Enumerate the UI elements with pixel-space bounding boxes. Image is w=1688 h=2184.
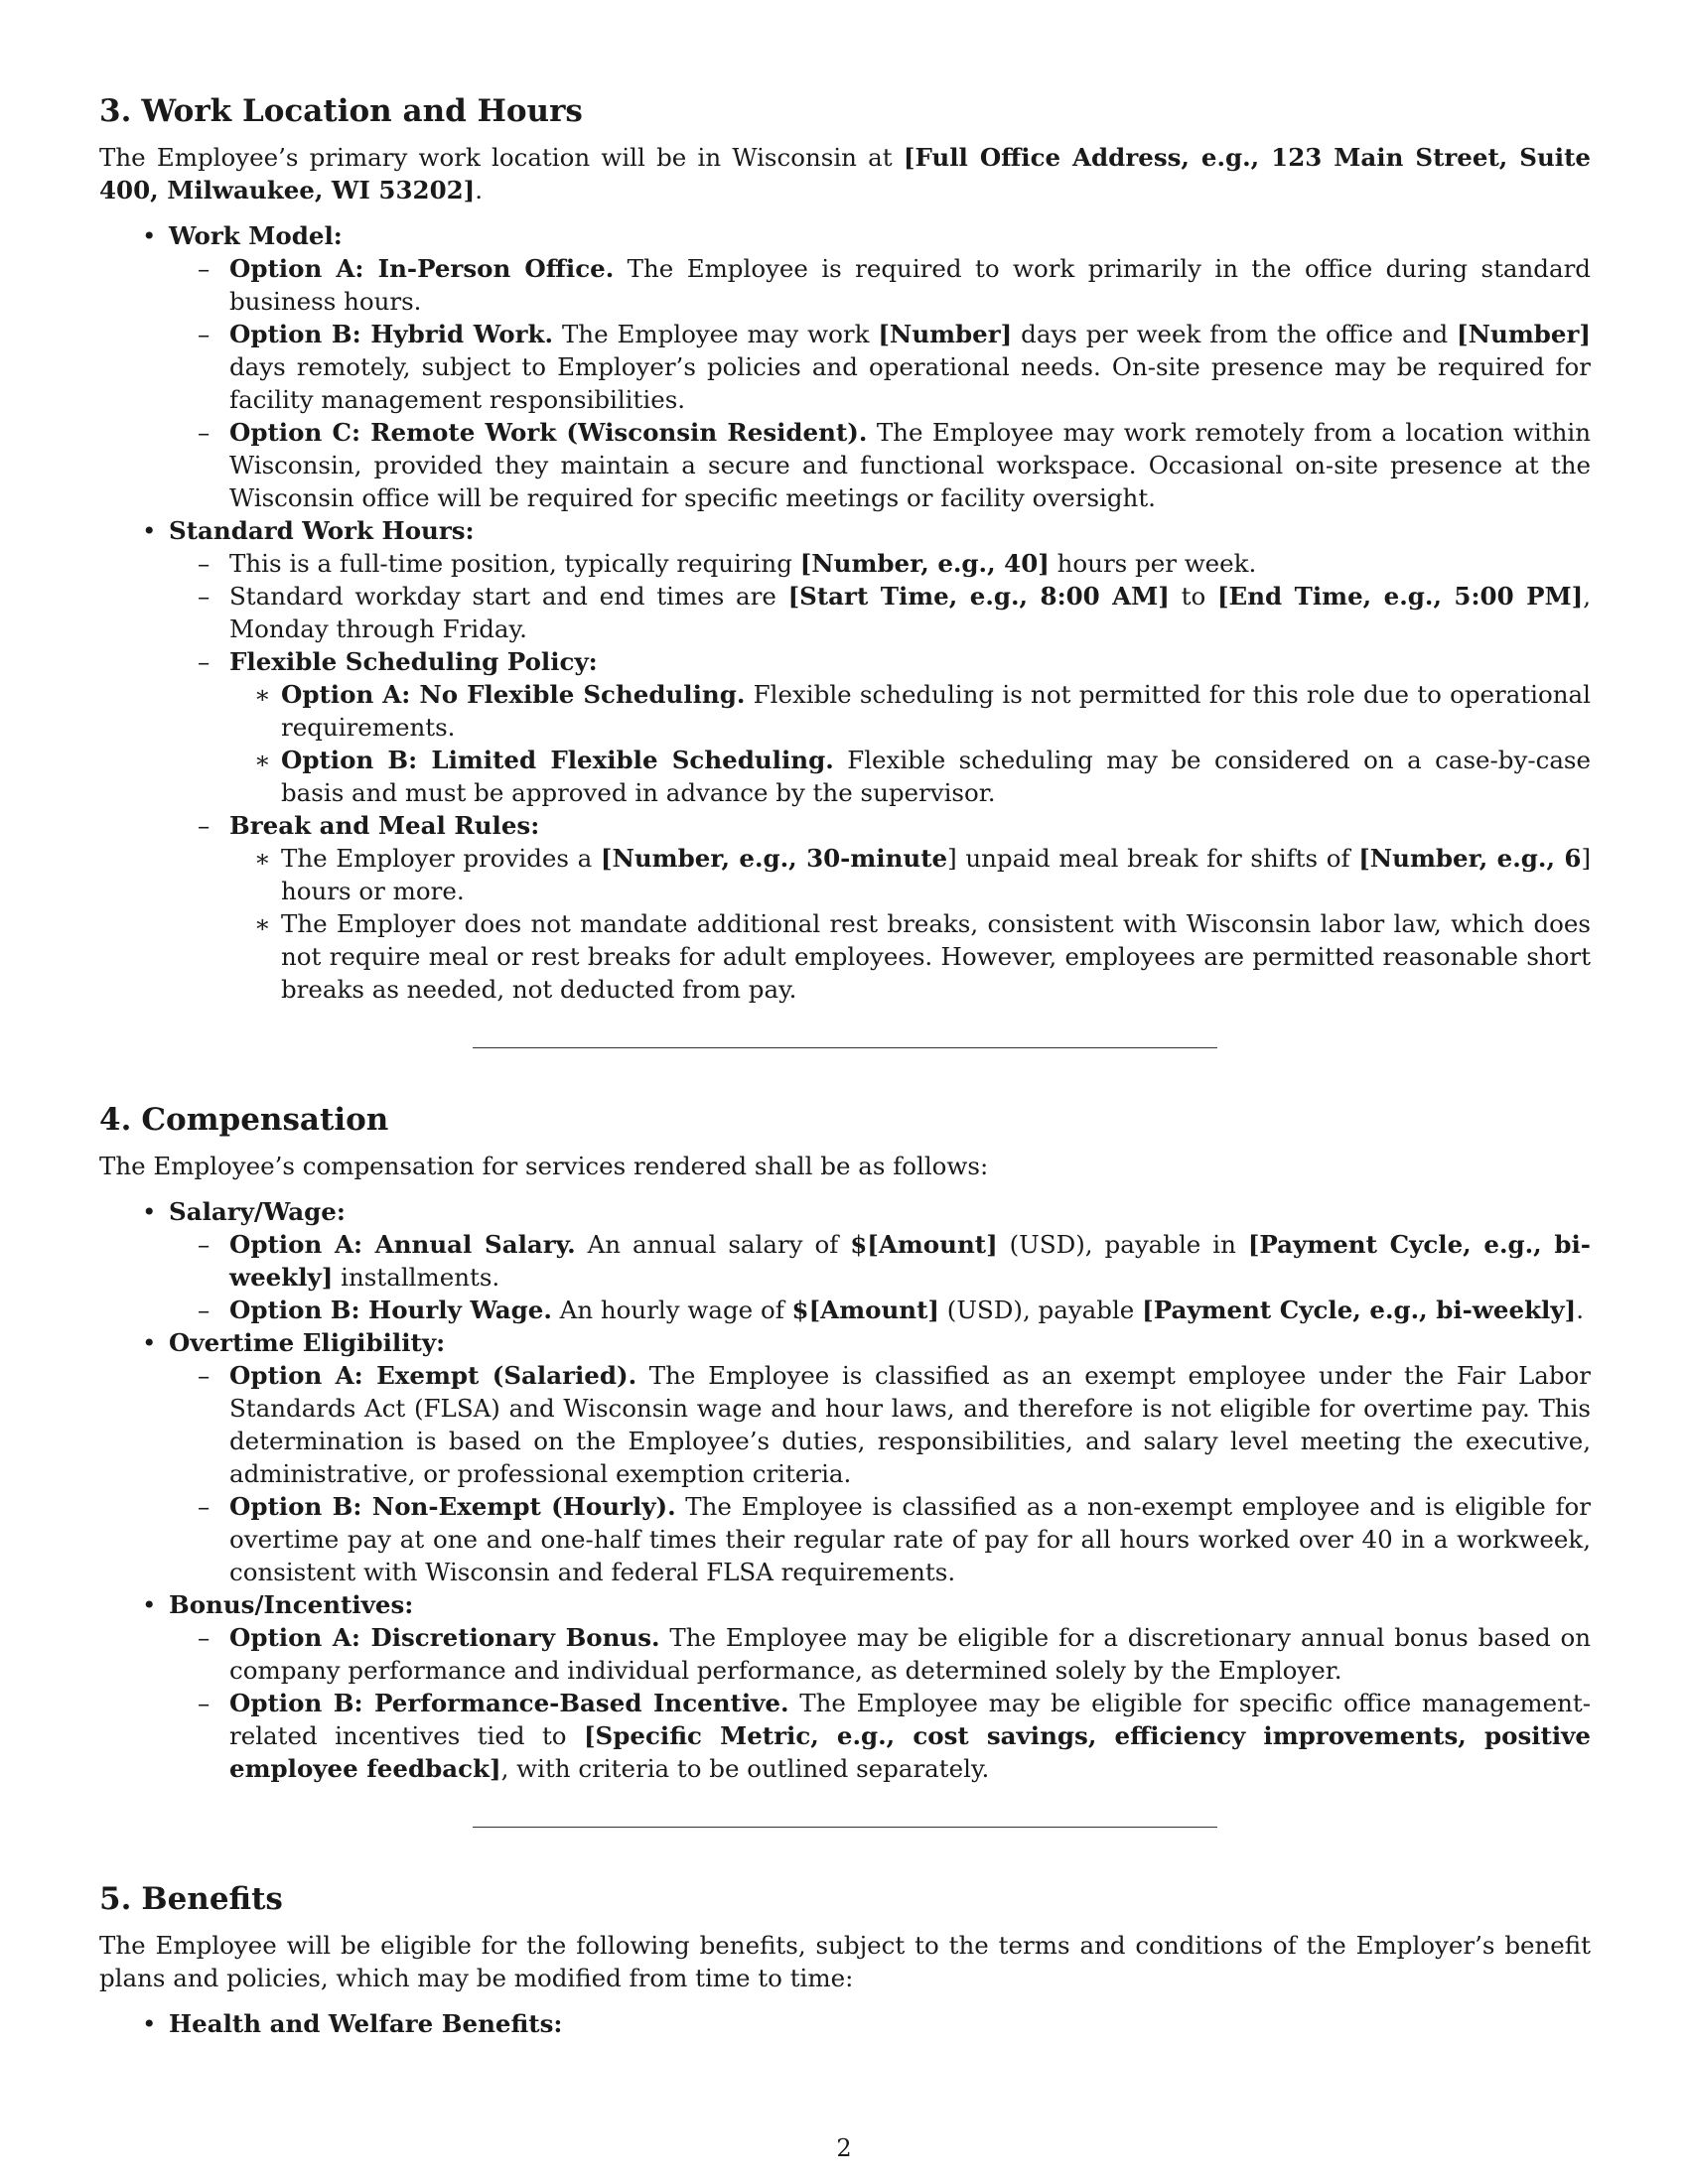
section-number: 5. <box>99 1881 132 1917</box>
section-divider <box>473 1827 1217 1828</box>
option-text: An annual salary of <box>575 1230 851 1259</box>
placeholder: [Number, e.g., 6 <box>1358 844 1582 873</box>
section-title: Benefits <box>141 1881 283 1917</box>
list-item-work-model <box>169 219 1591 514</box>
list-label: Overtime Eligibility: <box>169 1328 446 1357</box>
list-item <box>229 318 1591 416</box>
option-text: Flexible scheduling may be considered on a case-by-case basis and must be approved in advance by the supervisor. <box>281 746 1591 807</box>
list-label: Bonus/Incentives: <box>169 1590 414 1619</box>
page-number: 2 <box>836 2134 852 2162</box>
option-label: Option B: Hourly Wage. <box>229 1296 552 1324</box>
list-item <box>229 1359 1591 1490</box>
section-title: Work Location and Hours <box>141 93 583 129</box>
placeholder: [Payment Cycle, e.g., bi-weekly] <box>229 1230 1591 1292</box>
option-text: days remotely, subject to Employer’s policies and operational needs. On-site presence may be required for facility management responsibilities. <box>229 352 1591 414</box>
placeholder: [Number, e.g., 40] <box>799 549 1050 578</box>
option-text: The Employee may work remotely from a location within Wisconsin, provided they maintain a secure and functional workspace. Occasional on-site presence at the Wisconsin office will be required for specific meetings or facility oversight. <box>229 418 1591 512</box>
option-label: Option A: Discretionary Bonus. <box>229 1623 660 1652</box>
option-label: Option B: Non-Exempt (Hourly). <box>229 1492 676 1521</box>
flex-options <box>229 678 1591 809</box>
list-item-overtime <box>169 1326 1591 1588</box>
list-item <box>229 1687 1591 1785</box>
option-text: The Employee is classified as a non-exempt employee and is eligible for overtime pay at one and one-half times their regular rate of pay for all hours worked over 40 in a workweek, consistent with Wisconsin and federal FLSA requirements. <box>229 1492 1591 1586</box>
list-item <box>281 907 1591 1006</box>
list-item <box>229 1621 1591 1687</box>
section-5-intro: The Employee will be eligible for the following benefits, subject to the terms and conditions of the Employer’s benefit plans and policies, which may be modified from time to time: <box>99 1931 1591 1992</box>
section-4-list <box>99 1195 1591 1785</box>
option-text: days per week from the office and <box>1012 320 1458 348</box>
list-item <box>229 1294 1591 1326</box>
option-text: Flexible scheduling is not permitted for this role due to operational requirements. <box>281 680 1591 742</box>
bonus-options <box>169 1621 1591 1785</box>
list-label: Break and Meal Rules: <box>229 811 540 840</box>
item-text: Standard workday start and end times are <box>229 582 788 611</box>
placeholder: [Number] <box>1457 320 1591 348</box>
option-text: An hourly wage of <box>551 1296 792 1324</box>
list-item <box>281 744 1591 809</box>
address-placeholder: [Full Office Address, e.g., 123 Main Street, Suite 400, Milwaukee, WI 53202] <box>99 143 1592 205</box>
placeholder: [Specific Metric, e.g., cost savings, efficiency improvements, positive employee feedback] <box>229 1721 1591 1783</box>
section-3-intro <box>99 141 1591 206</box>
placeholder: [Number] <box>878 320 1013 348</box>
option-text: , with criteria to be outlined separately. <box>500 1754 990 1783</box>
option-text: The Employee may be eligible for specific office management-related incentives tied to <box>229 1689 1591 1750</box>
placeholder: $[Amount] <box>850 1230 998 1259</box>
list-label: Work Model: <box>169 221 343 250</box>
list-item-standard-hours <box>169 514 1591 1006</box>
list-item <box>281 842 1591 907</box>
item-text: , Monday through Friday. <box>229 582 1592 643</box>
item-text: The Employer does not mandate additional rest breaks, consistent with Wisconsin labor law, which does not require meal or rest breaks for adult employees. However, employees are permitted reasonable short breaks as needed, not deducted from pay. <box>281 909 1591 1004</box>
section-number: 3. <box>99 93 132 129</box>
option-label: Option B: Hybrid Work. <box>229 320 554 348</box>
option-text: The Employee may be eligible for a discretionary annual bonus based on company performance and individual performance, as determined solely by the Employer. <box>229 1623 1591 1685</box>
option-label: Option C: Remote Work (Wisconsin Resident). <box>229 418 868 447</box>
list-item <box>229 252 1591 318</box>
option-label: Option B: Performance-Based Incentive. <box>229 1689 789 1717</box>
list-item-health <box>169 2007 1591 2040</box>
option-label: Option A: Exempt (Salaried). <box>229 1361 637 1390</box>
overtime-options <box>169 1359 1591 1588</box>
option-text: . <box>1576 1296 1584 1324</box>
item-text: This is a full-time position, typically requiring <box>229 549 800 578</box>
intro-text: . <box>475 176 484 205</box>
list-item-salary <box>169 1195 1591 1326</box>
item-text: The Employer provides a <box>281 844 601 873</box>
placeholder: [Start Time, e.g., 8:00 AM] <box>787 582 1170 611</box>
section-5-list <box>99 2007 1591 2040</box>
section-4-heading <box>99 1100 1591 1140</box>
list-label: Flexible Scheduling Policy: <box>229 647 598 676</box>
section-3-heading <box>99 91 1591 131</box>
placeholder: [End Time, e.g., 5:00 PM] <box>1216 582 1584 611</box>
salary-options <box>169 1228 1591 1326</box>
section-number: 4. <box>99 1102 132 1138</box>
list-label: Salary/Wage: <box>169 1197 346 1226</box>
standard-hours-items <box>169 547 1591 1006</box>
option-text: The Employee is classified as an exempt employee under the Fair Labor Standards Act (FLSA) and Wisconsin wage and hour laws, and therefore is not eligible for overtime pay. This determination is based on the Employee’s duties, responsibilities, and salary level meeting the executive, administrative, or professional exemption criteria. <box>229 1361 1591 1488</box>
list-item <box>229 1490 1591 1588</box>
intro-text: The Employee’s primary work location will be in Wisconsin at <box>99 143 904 172</box>
section-4-intro: The Employee’s compensation for services rendered shall be as follows: <box>99 1152 989 1180</box>
placeholder: [Number, e.g., 30-minute <box>600 844 948 873</box>
option-label: Option A: Annual Salary. <box>229 1230 576 1259</box>
item-text: ] hours or more. <box>281 844 1591 905</box>
option-label: Option B: Limited Flexible Scheduling. <box>281 746 834 774</box>
list-item-bonus <box>169 1588 1591 1785</box>
list-item <box>229 580 1591 645</box>
list-item <box>229 1228 1591 1294</box>
section-title: Compensation <box>141 1102 389 1138</box>
option-label: Option A: In-Person Office. <box>229 254 615 283</box>
item-text: hours per week. <box>1049 549 1257 578</box>
list-label: Health and Welfare Benefits: <box>169 2009 563 2038</box>
option-text: (USD), payable <box>939 1296 1143 1324</box>
option-text: installments. <box>333 1263 500 1292</box>
break-rules <box>229 842 1591 1006</box>
section-divider <box>473 1047 1217 1048</box>
list-label: Standard Work Hours: <box>169 516 475 545</box>
list-item <box>229 416 1591 514</box>
placeholder: $[Amount] <box>791 1296 939 1324</box>
option-label: Option A: No Flexible Scheduling. <box>281 680 746 709</box>
list-item <box>229 547 1591 580</box>
section-3-list <box>99 219 1591 1006</box>
item-text: ] unpaid meal break for shifts of <box>947 844 1359 873</box>
document-page <box>99 91 1591 2040</box>
placeholder: [Payment Cycle, e.g., bi-weekly] <box>1142 1296 1577 1324</box>
list-item <box>281 678 1591 744</box>
list-item-flex-policy <box>229 645 1591 809</box>
option-text: The Employee is required to work primarily in the office during standard business hours. <box>229 254 1591 316</box>
section-5-heading <box>99 1879 1591 1919</box>
option-text: The Employee may work <box>553 320 879 348</box>
option-text: (USD), payable in <box>997 1230 1248 1259</box>
item-text: to <box>1169 582 1217 611</box>
list-item-break-rules <box>229 809 1591 1006</box>
work-model-options <box>169 252 1591 514</box>
